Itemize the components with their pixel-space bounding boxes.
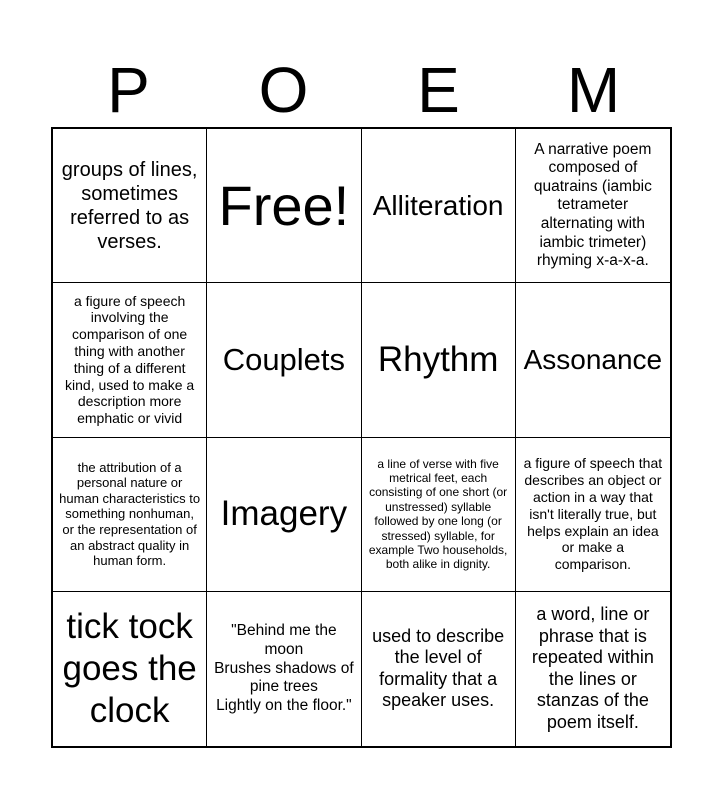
cell-text: a figure of speech involving the comparison of one thing with another thing of a different kind, used to make a description more emphatic or vivid <box>65 292 195 427</box>
cell-text: groups of lines, sometimes referred to as verses. <box>61 158 198 253</box>
header-letter-p: P <box>107 54 150 126</box>
bingo-board <box>51 127 672 748</box>
cell-text: Free! <box>218 174 350 238</box>
bingo-header <box>51 52 671 128</box>
header-letter-m: M <box>566 54 621 126</box>
bingo-cell-r3c2[interactable] <box>207 438 361 592</box>
cell-text: Assonance <box>523 344 663 376</box>
bingo-cell-r4c3[interactable] <box>362 592 516 746</box>
bingo-cell-r1c1[interactable] <box>53 129 207 283</box>
cell-text: used to describe the level of formality that a speaker uses. <box>372 625 505 711</box>
bingo-cell-r3c1[interactable] <box>53 438 207 592</box>
cell-text: a figure of speech that describes an object or action in a way that isn't literally true, but helps explain an idea or make a comparison. <box>523 455 663 573</box>
cell-text: a line of verse with five metrical feet, each consisting of one short (or unstressed) syllable followed by one long (or stressed) syllable, for example Two households, both alike in dignity. <box>368 456 508 572</box>
cell-text: A narrative poem composed of quatrains (iambic tetrameter alternating with iambic trimeter) rhyming x-a-x-a. <box>533 140 652 270</box>
cell-text: Alliteration <box>372 189 504 221</box>
bingo-cell-r2c3[interactable] <box>362 283 516 437</box>
bingo-cell-r2c1[interactable] <box>53 283 207 437</box>
cell-text: Couplets <box>222 342 346 378</box>
header-letter-o: O <box>258 54 309 126</box>
bingo-cell-r3c4[interactable] <box>516 438 670 592</box>
bingo-cell-r2c4[interactable] <box>516 283 670 437</box>
cell-text: Imagery <box>220 494 348 534</box>
cell-text: tick tock goes the clock <box>62 606 197 730</box>
bingo-cell-r1c4[interactable] <box>516 129 670 283</box>
bingo-cell-r2c2[interactable] <box>207 283 361 437</box>
cell-text: the attribution of a personal nature or human characteristics to something nonhuman, or the representation of an abstract quality in human form. <box>59 459 201 569</box>
bingo-cell-r4c4[interactable] <box>516 592 670 746</box>
header-letter-e: E <box>417 54 460 126</box>
bingo-cell-free[interactable] <box>207 129 361 283</box>
bingo-cell-r3c3[interactable] <box>362 438 516 592</box>
cell-text: "Behind me the moon Brushes shadows of pine trees Lightly on the floor." <box>214 622 354 714</box>
bingo-cell-r4c2[interactable] <box>207 592 361 746</box>
bingo-cell-r1c3[interactable] <box>362 129 516 283</box>
cell-text: Rhythm <box>377 339 499 379</box>
cell-text: a word, line or phrase that is repeated within the lines or stanzas of the poem itself. <box>531 604 654 733</box>
bingo-cell-r4c1[interactable] <box>53 592 207 746</box>
